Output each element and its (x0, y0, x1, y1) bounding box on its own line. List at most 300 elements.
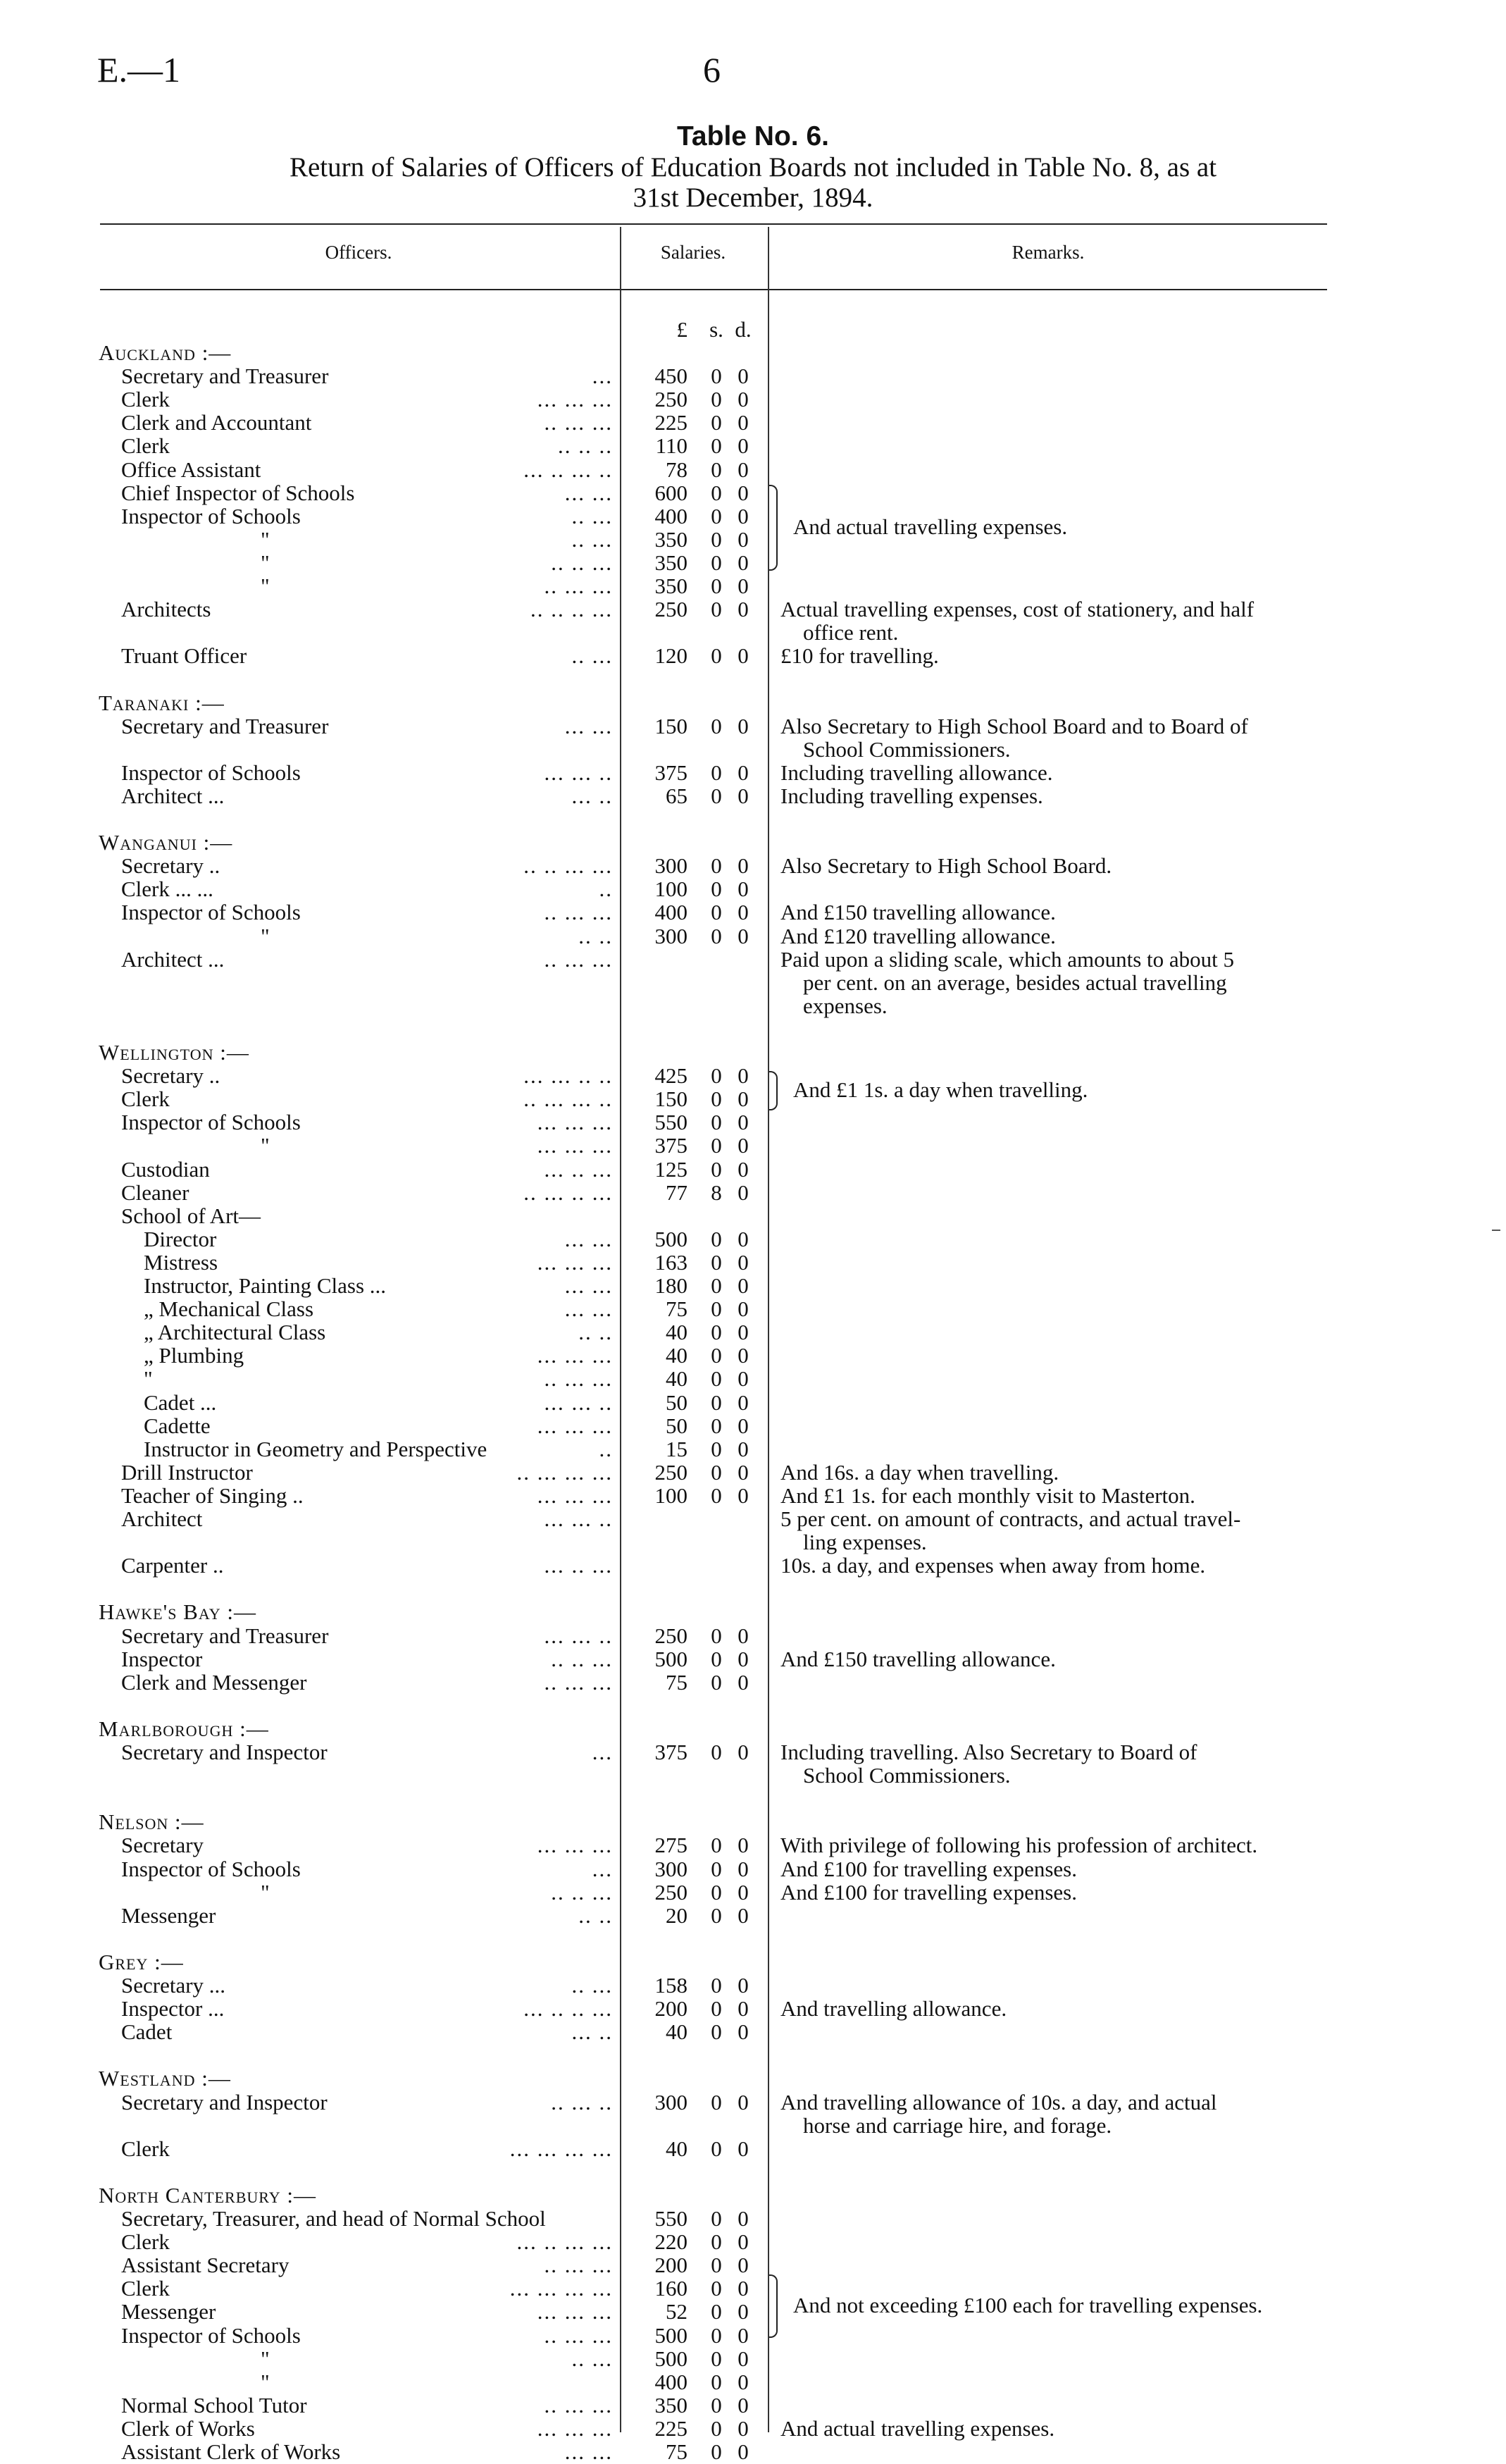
pence-unit: d. (735, 317, 752, 342)
table-row (0, 1974, 1506, 1997)
salary-pence: 0 (738, 1879, 749, 1905)
salary-pounds: 400 (654, 503, 687, 528)
margin-mark (1492, 1230, 1500, 1231)
officer-title: Director (144, 1226, 217, 1251)
salary-shillings: 0 (711, 1086, 722, 1112)
table-row (0, 784, 1506, 807)
salary-shillings: 0 (711, 410, 722, 435)
salary-shillings: 0 (711, 1459, 722, 1485)
remark-continuation (0, 2114, 1506, 2137)
officer-title: Secretary and Treasurer (121, 1623, 329, 1648)
bracket-wellington-inspectors (769, 1071, 778, 1110)
salary-pence: 0 (738, 900, 749, 925)
officer-title: Architects (121, 597, 211, 622)
salary-pence: 0 (738, 877, 749, 902)
table-title-line1: Return of Salaries of Officers of Education Boards not included in Table No. 8, as at (289, 152, 1217, 182)
table-row (0, 1414, 1506, 1437)
salary-shillings: 0 (711, 2346, 722, 2371)
salary-pounds: 150 (654, 1086, 687, 1112)
salary-pence: 0 (738, 2253, 749, 2278)
leader-dots: ... ... .. .. (523, 1063, 613, 1089)
officer-title: Truant Officer (121, 643, 247, 669)
table-row (0, 2417, 1506, 2440)
leader-dots: ... ... ... (537, 1833, 613, 1858)
section-name: Westland :— (99, 2066, 231, 2091)
salary-shillings: 0 (711, 433, 722, 459)
leader-dots: .. ... ... (544, 2392, 613, 2417)
remark-text: And £150 travelling allowance. (780, 1646, 1056, 1671)
remark-text: School Commissioners. (803, 1763, 1011, 1788)
document-reference: E.—1 (97, 50, 181, 89)
remark-text: And £150 travelling allowance. (780, 900, 1056, 925)
salary-pence: 0 (738, 1320, 749, 1345)
officer-title: Messenger (121, 1902, 216, 1928)
remark-continuation (0, 738, 1506, 761)
leader-dots: ... ... .. (544, 1623, 613, 1648)
salary-pounds: 275 (654, 1833, 687, 1858)
leader-dots: .. .. .. ... (530, 597, 613, 622)
salary-shillings: 0 (711, 457, 722, 482)
leader-dots: ... ... ... (537, 1249, 613, 1275)
salary-pence: 0 (738, 2415, 749, 2441)
table-row (0, 434, 1506, 457)
officer-title: Carpenter .. (121, 1553, 224, 1578)
salary-shillings: 0 (711, 2415, 722, 2441)
column-header-officers: Officers. (325, 242, 392, 263)
section-name: Auckland :— (99, 340, 232, 365)
salary-pence: 0 (738, 1740, 749, 1764)
salary-pounds: 450 (654, 364, 687, 389)
salary-shillings: 0 (711, 1343, 722, 1368)
leader-dots: ... ... ... ... (509, 2136, 613, 2161)
officer-title: Inspector of Schools (121, 760, 301, 785)
table-row (0, 1204, 1506, 1227)
leader-dots: ... .. ... (544, 1553, 613, 1578)
leader-dots: .. ... .. (551, 2089, 613, 2115)
remark-continuation (0, 971, 1506, 994)
table-row (0, 2370, 1506, 2394)
salary-pence: 0 (738, 2322, 749, 2348)
table-row (0, 2020, 1506, 2043)
salary-pence: 0 (738, 1296, 749, 1322)
salary-pence: 0 (738, 783, 749, 808)
section-name: Hawke's Bay :— (99, 1599, 256, 1625)
salary-pence: 0 (738, 1366, 749, 1392)
salary-pounds: 350 (654, 2392, 687, 2417)
salary-pounds: 180 (654, 1273, 687, 1298)
officer-title: " (261, 526, 270, 552)
salary-pence: 0 (738, 2229, 749, 2255)
salary-pounds: 500 (654, 1646, 687, 1671)
salary-pence: 0 (738, 1086, 749, 1112)
leader-dots: ... ... (564, 480, 613, 505)
salary-shillings: 0 (711, 2322, 722, 2348)
table-row (0, 504, 1506, 528)
section-name: Taranaki :— (99, 690, 225, 715)
salary-shillings: 0 (711, 1669, 722, 1695)
table-row (0, 1857, 1506, 1881)
salary-shillings: 0 (711, 1273, 722, 1298)
salary-pence: 0 (738, 1110, 749, 1135)
leader-dots: ... ... (564, 2439, 613, 2464)
table-row (0, 1064, 1506, 1087)
table-row (0, 644, 1506, 667)
officer-title: Architect ... (121, 946, 225, 972)
leader-dots: .. .. (578, 1320, 613, 1345)
salary-shillings: 0 (711, 1366, 722, 1392)
leader-dots: ... ... (564, 1226, 613, 1251)
salary-pounds: 75 (666, 1296, 687, 1322)
remark-text: And 16s. a day when travelling. (780, 1459, 1059, 1485)
salary-pence: 0 (738, 1180, 749, 1205)
bracket-remark-wellington: And £1 1s. a day when travelling. (793, 1077, 1088, 1102)
leader-dots: ... .. (571, 783, 613, 808)
salary-shillings: 0 (711, 1856, 722, 1881)
salary-shillings: 0 (711, 1902, 722, 1928)
remark-text: Including travelling allowance. (780, 760, 1053, 785)
leader-dots: .. .. (578, 1902, 613, 1928)
section-heading (0, 831, 1506, 854)
table-row (0, 948, 1506, 971)
salary-shillings: 0 (711, 2136, 722, 2161)
table-row (0, 574, 1506, 598)
salary-pence: 0 (738, 760, 749, 785)
remark-continuation (0, 1764, 1506, 1787)
table-row (0, 1134, 1506, 1157)
salary-pence: 0 (738, 1436, 749, 1461)
officer-title: Architect ... (121, 783, 225, 808)
leader-dots: ... ... ... (537, 387, 613, 412)
officer-title: Inspector of Schools (121, 1856, 301, 1881)
table-row (0, 1087, 1506, 1110)
officer-title: Custodian (121, 1156, 210, 1182)
officer-title: Secretary and Inspector (121, 2089, 328, 2115)
table-row (0, 1437, 1506, 1461)
salary-shillings: 0 (711, 1063, 722, 1089)
officer-title: Secretary ... (121, 1973, 226, 1998)
table-row (0, 598, 1506, 621)
remark-text: horse and carriage hire, and forage. (803, 2112, 1112, 2138)
remark-text: 10s. a day, and expenses when away from home. (780, 1553, 1206, 1578)
salary-pounds: 600 (654, 480, 687, 505)
salary-pounds: 550 (654, 2206, 687, 2231)
salary-pence: 0 (738, 2276, 749, 2301)
table-row (0, 2440, 1506, 2463)
salary-pounds: 350 (654, 574, 687, 598)
salary-pence: 0 (738, 2439, 749, 2464)
page-number: 6 (703, 50, 721, 89)
section-heading (0, 1950, 1506, 1974)
table-row (0, 1181, 1506, 1204)
officer-title: Inspector (121, 1646, 203, 1671)
salary-pence: 0 (738, 433, 749, 459)
salary-shillings: 0 (711, 526, 722, 552)
units-row (0, 318, 1506, 341)
officer-title: Messenger (121, 2299, 216, 2324)
section-name: Grey :— (99, 1949, 184, 1974)
salary-pounds: 400 (654, 900, 687, 925)
officer-title: Normal School Tutor (121, 2392, 307, 2417)
remark-text: Including travelling expenses. (780, 783, 1043, 808)
remark-text: Also Secretary to High School Board and to Board of (780, 713, 1248, 738)
section-heading (0, 1717, 1506, 1740)
salary-pounds: 200 (654, 1996, 687, 2022)
column-header-remarks: Remarks. (1012, 242, 1085, 263)
section-heading (0, 1810, 1506, 1833)
officer-title: " (261, 550, 270, 575)
salary-pounds: 50 (666, 1413, 687, 1438)
salary-pounds: 300 (654, 2089, 687, 2115)
officer-title: " (261, 1879, 270, 1905)
salary-pounds: 250 (654, 1879, 687, 1905)
officer-title: Cleaner (121, 1180, 189, 1205)
officer-title: " (144, 1366, 153, 1392)
officer-title: Clerk (121, 2229, 170, 2255)
officer-title: " (261, 1133, 270, 1158)
officer-title: Clerk ... ... (121, 877, 213, 902)
salary-pence: 0 (738, 1413, 749, 1438)
remark-text: Actual travelling expenses, cost of stationery, and half (780, 597, 1255, 622)
table-row (0, 1484, 1506, 1507)
officer-title: Clerk (121, 387, 170, 412)
salary-pence: 0 (738, 853, 749, 879)
salary-shillings: 0 (711, 387, 722, 412)
salary-pence: 0 (738, 457, 749, 482)
table-row (0, 1274, 1506, 1297)
table-row (0, 2277, 1506, 2300)
table-row (0, 551, 1506, 574)
salary-pounds: 250 (654, 1459, 687, 1485)
officer-title: Secretary and Inspector (121, 1740, 328, 1764)
table-row (0, 1997, 1506, 2020)
leader-dots: .. .. ... (551, 1879, 613, 1905)
leader-dots: .. (599, 877, 613, 902)
officer-title: Office Assistant (121, 457, 261, 482)
header-bottom-rule (100, 289, 1327, 290)
leader-dots: .. .. (578, 923, 613, 948)
table-row (0, 388, 1506, 411)
salary-pounds: 100 (654, 877, 687, 902)
table-row (0, 1647, 1506, 1671)
table-row (0, 900, 1506, 924)
salary-pence: 0 (738, 2299, 749, 2324)
officer-title: Secretary .. (121, 853, 220, 879)
leader-dots: .. ... (571, 2346, 613, 2371)
leader-dots: ... .. .. ... (523, 1996, 613, 2022)
salary-shillings: 0 (711, 2229, 722, 2255)
column-header-salaries: Salaries. (660, 242, 726, 263)
salary-shillings: 0 (711, 574, 722, 598)
leader-dots: .. ... ... (544, 2253, 613, 2278)
officer-title: Drill Instructor (121, 1459, 253, 1485)
section-heading (0, 341, 1506, 364)
officer-title: Instructor in Geometry and Perspective (144, 1436, 487, 1461)
salary-pence: 0 (738, 480, 749, 505)
salary-pounds: 40 (666, 1343, 687, 1368)
officer-title: Cadet ... (144, 1389, 217, 1415)
table-row (0, 1740, 1506, 1764)
salary-shillings: 0 (711, 1646, 722, 1671)
table-row (0, 481, 1506, 504)
leader-dots: ... ... ... (537, 1110, 613, 1135)
section-name: North Canterbury :— (99, 2182, 316, 2208)
table-row (0, 411, 1506, 434)
officer-title: Cadet (121, 2019, 173, 2045)
leader-dots: .. ... ... (544, 946, 613, 972)
table-number: Table No. 6. (677, 121, 829, 151)
salary-shillings: 0 (711, 877, 722, 902)
table-row (0, 364, 1506, 388)
table-row (0, 2394, 1506, 2417)
leader-dots: .. (599, 1436, 613, 1461)
salary-pence: 0 (738, 574, 749, 598)
table-row (0, 2347, 1506, 2370)
remark-text: per cent. on an average, besides actual travelling (803, 970, 1227, 995)
salary-shillings: 0 (711, 503, 722, 528)
salary-shillings: 0 (711, 900, 722, 925)
officer-title: Clerk (121, 2276, 170, 2301)
salary-pounds: 300 (654, 853, 687, 879)
salary-pounds: 200 (654, 2253, 687, 2278)
salary-shillings: 0 (711, 1996, 722, 2022)
officer-title: Instructor, Painting Class ... (144, 1273, 387, 1298)
remark-continuation (0, 994, 1506, 1017)
table-row (0, 528, 1506, 551)
leader-dots: ... .. (571, 2019, 613, 2045)
pounds-unit: £ (676, 317, 687, 342)
bracket-remark-auckland: And actual travelling expenses. (793, 514, 1068, 539)
officer-title: Clerk (121, 2136, 170, 2161)
remark-text: ling expenses. (803, 1530, 927, 1555)
table-title-line2: 31st December, 1894. (633, 182, 873, 213)
table-row (0, 2300, 1506, 2323)
officer-title: " (261, 923, 270, 948)
table-row (0, 1227, 1506, 1251)
leader-dots: .. ... ... (544, 900, 613, 925)
bracket-remark-north-canterbury: And not exceeding £100 each for travelling expenses. (793, 2293, 1263, 2317)
officer-title: „ Plumbing (144, 1343, 244, 1368)
remark-text: office rent. (803, 620, 899, 645)
salary-pence: 0 (738, 713, 749, 738)
leader-dots: ... ... (564, 713, 613, 738)
salary-shillings: 0 (711, 1740, 722, 1764)
salary-shillings: 0 (711, 923, 722, 948)
salary-shillings: 0 (711, 2369, 722, 2394)
section-name: Nelson :— (99, 1809, 204, 1835)
salary-pence: 0 (738, 1063, 749, 1089)
salary-pence: 0 (738, 1996, 749, 2022)
salary-pounds: 500 (654, 2346, 687, 2371)
salary-pence: 0 (738, 1389, 749, 1415)
officer-title: Secretary (121, 1833, 204, 1858)
salary-shillings: 0 (711, 1413, 722, 1438)
section-heading (0, 2184, 1506, 2207)
salary-shillings: 0 (711, 2206, 722, 2231)
salary-pounds: 125 (654, 1156, 687, 1182)
leader-dots: .. ... .. ... (523, 1180, 613, 1205)
leader-dots: ... ... .. (544, 1389, 613, 1415)
salary-pounds: 400 (654, 2369, 687, 2394)
salary-shillings: 0 (711, 1320, 722, 1345)
officer-title: Assistant Secretary (121, 2253, 290, 2278)
section-heading (0, 1041, 1506, 1064)
salary-shillings: 0 (711, 1879, 722, 1905)
salary-shillings: 0 (711, 2019, 722, 2045)
salary-pounds: 40 (666, 1366, 687, 1392)
salary-pence: 0 (738, 1902, 749, 1928)
table-row (0, 2137, 1506, 2160)
salary-shillings: 0 (711, 760, 722, 785)
salary-pounds: 250 (654, 597, 687, 622)
shillings-unit: s. (709, 317, 723, 342)
leader-dots: .. ... ... (544, 410, 613, 435)
section-name: Wanganui :— (99, 830, 233, 855)
salary-shillings: 0 (711, 1249, 722, 1275)
salary-shillings: 0 (711, 1623, 722, 1648)
salary-shillings: 0 (711, 713, 722, 738)
leader-dots: ... ... ... (537, 2415, 613, 2441)
salary-shillings: 0 (711, 1226, 722, 1251)
salary-pence: 0 (738, 550, 749, 575)
leader-dots: .. ... (571, 526, 613, 552)
officer-title: Cadette (144, 1413, 211, 1438)
salary-pounds: 50 (666, 1389, 687, 1415)
salary-pounds: 500 (654, 1226, 687, 1251)
salary-pounds: 550 (654, 1110, 687, 1135)
table-row (0, 1344, 1506, 1367)
salary-pounds: 75 (666, 1669, 687, 1695)
officer-title: Clerk of Works (121, 2415, 255, 2441)
salary-pounds: 425 (654, 1063, 687, 1089)
leader-dots: ... .. ... .. (523, 457, 613, 482)
salary-pence: 0 (738, 1482, 749, 1508)
salary-pounds: 250 (654, 1623, 687, 1648)
section-heading (0, 691, 1506, 714)
header-top-rule (100, 223, 1327, 225)
salary-pounds: 500 (654, 2322, 687, 2348)
salary-shillings: 0 (711, 1133, 722, 1158)
salary-pence: 0 (738, 1833, 749, 1858)
table-row (0, 1833, 1506, 1857)
salary-shillings: 0 (711, 597, 722, 622)
salary-pounds: 75 (666, 2439, 687, 2464)
leader-dots: ... ... ... (537, 1482, 613, 1508)
salary-shillings: 0 (711, 2089, 722, 2115)
section-heading (0, 2067, 1506, 2090)
table-row (0, 458, 1506, 481)
officer-title: Clerk and Accountant (121, 410, 312, 435)
leader-dots: .. ... (571, 503, 613, 528)
table-row (0, 714, 1506, 738)
leader-dots: .. .. ... ... (523, 853, 613, 879)
leader-dots: ... (592, 1856, 613, 1881)
salary-pence: 0 (738, 503, 749, 528)
leader-dots: .. ... ... ... (516, 1459, 613, 1485)
salary-pence: 0 (738, 923, 749, 948)
salary-pence: 0 (738, 1623, 749, 1648)
table-row (0, 1554, 1506, 1577)
salary-shillings: 0 (711, 1436, 722, 1461)
table-row (0, 1881, 1506, 1904)
officer-title: Inspector of Schools (121, 2322, 301, 2348)
leader-dots: .. ... ... .. (523, 1086, 613, 1112)
salary-shillings: 8 (711, 1180, 722, 1205)
leader-dots: ... .. ... ... (516, 2229, 613, 2255)
leader-dots: .. .. ... (551, 550, 613, 575)
salary-pence: 0 (738, 2392, 749, 2417)
salary-pounds: 250 (654, 387, 687, 412)
bracket-auckland-inspectors (769, 485, 778, 571)
